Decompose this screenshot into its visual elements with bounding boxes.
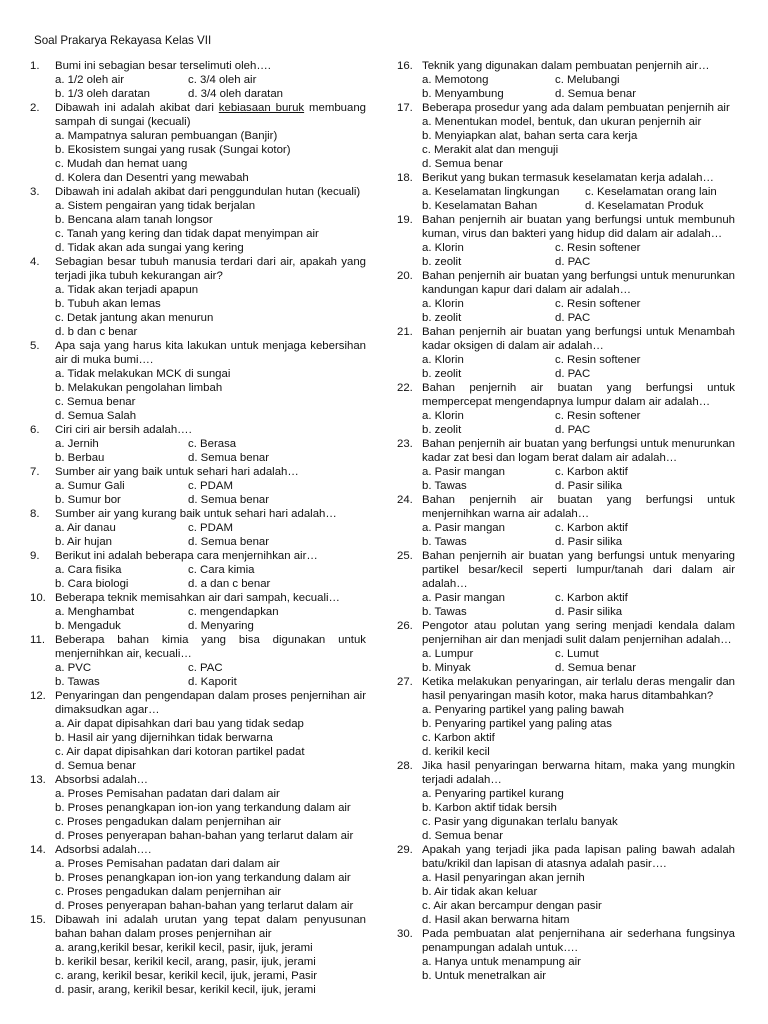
question-22 [397,381,735,437]
option-c: c. mengendapkan [188,606,279,618]
option-a: a. Pasir mangan [422,592,505,604]
option-d: d. Semua benar [188,536,270,548]
question-number: 8. [30,508,40,520]
question-number: 12. [30,690,46,702]
option-a: a. Keselamatan lingkungan [422,186,560,198]
question-text: Beberapa bahan kimia yang bisa digunakan untuk menjernihkan air, kecuali… [55,634,366,660]
option-b: b. Menyambung [422,88,504,100]
option-row [422,647,735,661]
question-text: Bahan penjernih air buatan yang berfungsi untuk menjernihkan warna air adalah… [422,494,735,520]
option-c: c. Proses pengadukan dalam penjernihan air [55,816,282,828]
option-b: b. Hasil air yang dijernihkan tidak berwarna [55,732,273,744]
option-d: d. Hasil akan berwarna hitam [422,914,570,926]
option-a: a. Hanya untuk menampung air [422,956,581,968]
question-15 [30,913,366,997]
option-d: d. Pasir silika [555,536,623,548]
question-29 [397,843,735,927]
left-column [30,59,366,997]
option-row [55,535,366,549]
question-13 [30,773,366,843]
question-text: Adsorbsi adalah…. [55,844,152,856]
question-16 [397,59,735,101]
option-c: c. Karbon aktif [555,592,628,604]
option-a: a. Memotong [422,74,489,86]
option-d: d. Pasir silika [555,480,623,492]
option-row [422,535,735,549]
option-a: a. Klorin [422,410,464,422]
option-a: a. Penyaring partikel kurang [422,788,564,800]
question-number: 20. [397,270,413,282]
option-c: c. Karbon aktif [555,466,628,478]
option-d: d. Proses penyerapan bahan-bahan yang terlarut dalam air [55,900,354,912]
option-d: d. Menyaring [188,620,254,632]
question-text: Apa saja yang harus kita lakukan untuk menjaga kebersihan air di muka bumi…. [55,340,366,366]
question-number: 10. [30,592,46,604]
option-b: b. Proses penangkapan ion-ion yang terkandung dalam air [55,802,351,814]
question-11 [30,633,366,689]
question-number: 23. [397,438,413,450]
question-number: 22. [397,382,413,394]
question-1 [30,59,366,101]
option-d: d. Semua benar [188,452,270,464]
option-b: b. zeolit [422,424,462,436]
question-text: Sumber air yang baik untuk sehari hari adalah… [55,466,299,478]
option-c: c. Tanah yang kering dan tidak dapat menyimpan air [55,228,319,240]
question-text: Dibawah ini adalah akibat dari penggundulan hutan (kecuali) [55,186,361,198]
option-row [55,451,366,465]
question-text: Bahan penjernih air buatan yang berfungsi untuk Menambah kadar oksigen di dalam air adalah… [422,326,735,352]
option-c: c. 3/4 oleh air [188,74,257,86]
option-a: a. Cara fisika [55,564,122,576]
question-number: 16. [397,60,413,72]
option-d: d. Kolera dan Desentri yang mewabah [55,172,249,184]
question-number: 2. [30,102,40,114]
option-row [55,479,366,493]
option-d: d. 3/4 oleh daratan [188,88,283,100]
option-row [55,73,366,87]
option-row [422,185,735,199]
question-number: 29. [397,844,413,856]
option-d: d. Pasir silika [555,606,623,618]
question-text: Jika hasil penyaringan berwarna hitam, maka yang mungkin terjadi adalah… [422,760,735,786]
question-number: 25. [397,550,413,562]
question-4 [30,255,366,339]
question-text: Apakah yang terjadi jika pada lapisan paling bawah adalah batu/krikil dan lapisan di atasnya adalah pasir…. [422,844,735,870]
option-c: c. Resin softener [555,242,641,254]
option-d: d. PAC [555,256,591,268]
option-a: a. 1/2 oleh air [55,74,125,86]
question-6 [30,423,366,465]
option-row [422,591,735,605]
question-number: 28. [397,760,413,772]
question-number: 17. [397,102,413,114]
option-row [422,423,735,437]
option-a: a. Air dapat dipisahkan dari bau yang tidak sedap [55,718,304,730]
option-row [422,199,735,213]
option-b: b. Tawas [55,676,100,688]
option-row [422,465,735,479]
question-text: Bumi ini sebagian besar terselimuti oleh…. [55,60,271,72]
option-a: a. Klorin [422,242,464,254]
question-number: 19. [397,214,413,226]
option-a: a. Penyaring partikel yang paling bawah [422,704,625,716]
right-column [397,59,735,983]
question-14 [30,843,366,913]
option-row [422,521,735,535]
question-number: 18. [397,172,413,184]
option-d: d. kerikil kecil [422,746,490,758]
question-28 [397,759,735,843]
option-c: c. Detak jantung akan menurun [55,312,214,324]
option-b: b. 1/3 oleh daratan [55,88,150,100]
option-c: c. Lumut [555,648,599,660]
question-text-post: membuang sampah di sungai (kecuali) [55,102,367,128]
question-5 [30,339,366,423]
option-b: b. zeolit [422,368,462,380]
question-9 [30,549,366,591]
option-c: c. Proses pengadukan dalam penjernihan air [55,886,282,898]
option-row [55,675,366,689]
option-a: a. Klorin [422,298,464,310]
option-d: d. Semua benar [422,830,504,842]
option-c: c. Pasir yang digunakan terlalu banyak [422,816,618,828]
option-c: c. Air dapat dipisahkan dari kotoran partikel padat [55,746,305,758]
option-a: a. Menghambat [55,606,135,618]
question-7 [30,465,366,507]
option-b: b. Tubuh akan lemas [55,298,161,310]
question-number: 14. [30,844,46,856]
option-d: d. Semua benar [555,662,637,674]
option-row [55,493,366,507]
option-c: c. Semua benar [55,396,136,408]
question-number: 15. [30,914,46,926]
option-c: c. Air akan bercampur dengan pasir [422,900,602,912]
option-d: d. PAC [555,424,591,436]
option-row [422,479,735,493]
option-b: b. Ekosistem sungai yang rusak (Sungai kotor) [55,144,291,156]
question-text: Pengotor atau polutan yang sering menjadi kendala dalam penjernihan air dan menjadi sulit dalam penjernihan adalah… [422,620,735,646]
question-2 [30,101,366,185]
option-b: b. Air tidak akan keluar [422,886,538,898]
option-c: c. Resin softener [555,298,641,310]
option-c: c. Berasa [188,438,237,450]
option-row [55,619,366,633]
option-a: a. Lumpur [422,648,474,660]
option-b: b. Menyiapkan alat, bahan serta cara kerja [422,130,638,142]
question-text: Penyaringan dan pengendapan dalam proses penjernihan air dimaksudkan agar… [55,690,366,716]
option-a: a. Mampatnya saluran pembuangan (Banjir) [55,130,278,142]
option-b: b. Sumur bor [55,494,121,506]
option-d: d. Semua Salah [55,410,137,422]
option-row [422,311,735,325]
option-d: d. Keselamatan Produk [585,200,704,212]
option-b: b. zeolit [422,312,462,324]
option-b: b. zeolit [422,256,462,268]
question-text: Bahan penjernih air buatan yang berfungsi untuk mempercepat mengendapnya lumpur dalam air adalah… [422,382,735,408]
option-b: b. Karbon aktif tidak bersih [422,802,557,814]
question-20 [397,269,735,325]
question-number: 13. [30,774,46,786]
question-17 [397,101,735,171]
option-a: a. Pasir mangan [422,466,505,478]
question-text: Bahan penjernih air buatan yang berfungsi untuk menurunkan kandungan kapur dari dalam air adalah… [422,270,735,296]
option-d: d. PAC [555,312,591,324]
question-12 [30,689,366,773]
option-c: c. PDAM [188,522,233,534]
question-text: Berikut ini adalah beberapa cara menjernihkan air… [55,550,318,562]
option-c: c. Keselamatan orang lain [585,186,717,198]
option-row [55,577,366,591]
question-21 [397,325,735,381]
question-3 [30,185,366,255]
option-c: c. Melubangi [555,74,620,86]
question-text: Bahan penjernih air buatan yang berfungsi untuk membunuh kuman, virus dan bakteri yang hidup did dalam air adalah… [422,214,735,240]
option-d: d. Semua benar [555,88,637,100]
question-23 [397,437,735,493]
question-24 [397,493,735,549]
option-c: c. PAC [188,662,223,674]
option-b: b. Minyak [422,662,471,674]
question-number: 11. [30,634,45,646]
question-text: Dibawah ini adalah urutan yang tepat dalam penyusunan bahan bahan dalam proses penjernihan air [55,914,366,940]
option-a: a. Hasil penyaringan akan jernih [422,872,585,884]
option-a: a. Proses Pemisahan padatan dari dalam air [55,858,280,870]
option-d: d. pasir, arang, kerikil besar, kerikil kecil, ijuk, jerami [55,984,316,996]
option-row [55,563,366,577]
document-title: Soal Prakarya Rekayasa Kelas VII [34,34,212,47]
option-a: a. Sistem pengairan yang tidak berjalan [55,200,256,212]
option-b: b. Air hujan [55,536,112,548]
option-c: c. arang, kerikil besar, kerikil kecil, ijuk, jerami, Pasir [55,970,318,982]
option-c: c. Resin softener [555,410,641,422]
question-number: 3. [30,186,40,198]
option-c: c. Karbon aktif [422,732,495,744]
option-a: a. Klorin [422,354,464,366]
question-number: 7. [30,466,40,478]
option-row [422,353,735,367]
option-d: d. Kaporit [188,676,237,688]
option-a: a. Menentukan model, bentuk, dan ukuran penjernih air [422,116,702,128]
option-a: a. Tidak melakukan MCK di sungai [55,368,231,380]
option-c: c. Cara kimia [188,564,255,576]
question-number: 24. [397,494,413,506]
option-b: b. Untuk menetralkan air [422,970,547,982]
option-row [422,87,735,101]
question-number: 1. [30,60,40,72]
option-c: c. Karbon aktif [555,522,628,534]
option-row [55,437,366,451]
question-number: 4. [30,256,40,268]
option-b: b. Proses penangkapan ion-ion yang terkandung dalam air [55,872,351,884]
option-c: c. PDAM [188,480,233,492]
question-10 [30,591,366,633]
option-c: c. Mudah dan hemat uang [55,158,188,170]
option-a: a. PVC [55,662,92,674]
option-row [422,255,735,269]
option-row [422,409,735,423]
option-row [422,605,735,619]
option-row [422,73,735,87]
option-c: c. Merakit alat dan menguji [422,144,559,156]
question-text: Bahan penjernih air buatan yang berfungsi untuk menyaring partikel besar/kecil seperti lumpur/tanah dari dalam air adalah… [422,550,735,590]
option-b: b. Tawas [422,536,467,548]
question-26 [397,619,735,675]
question-text: Teknik yang digunakan dalam pembuatan penjernih air… [422,60,710,72]
option-b: b. kerikil besar, kerikil kecil, arang, pasir, ijuk, jerami [55,956,316,968]
option-row [422,661,735,675]
question-text: Ciri ciri air bersih adalah…. [55,424,192,436]
question-number: 5. [30,340,40,352]
option-d: d. Semua benar [422,158,504,170]
question-text-pre: Dibawah ini adalah akibat dari [55,102,219,114]
question-25 [397,549,735,619]
option-d: d. PAC [555,368,591,380]
question-number: 27. [397,676,413,688]
question-30 [397,927,735,983]
question-text-underlined: kebiasaan buruk [218,102,305,114]
option-d: d. Semua benar [55,760,137,772]
option-row [55,87,366,101]
option-row [55,521,366,535]
question-number: 30. [397,928,413,940]
question-27 [397,675,735,759]
option-d: d. Semua benar [188,494,270,506]
question-text: Sumber air yang kurang baik untuk sehari hari adalah… [55,508,337,520]
question-number: 6. [30,424,40,436]
option-row [422,241,735,255]
option-b: b. Mengaduk [55,620,121,632]
option-d: d. Tidak akan ada sungai yang kering [55,242,244,254]
question-number: 26. [397,620,413,632]
option-b: b. Bencana alam tanah longsor [55,214,213,226]
option-row [422,367,735,381]
option-b: b. Tawas [422,606,467,618]
option-a: a. Sumur Gali [55,480,125,492]
question-text: Pada pembuatan alat penjernihana air sederhana fungsinya penampungan adalah untuk…. [422,928,735,954]
question-8 [30,507,366,549]
question-text: Beberapa prosedur yang ada dalam pembuatan penjernih air [422,102,730,114]
question-19 [397,213,735,269]
question-text: Bahan penjernih air buatan yang berfungsi untuk menurunkan kadar zat besi dan logam berat dalam air adalah… [422,438,735,464]
option-a: a. Tidak akan terjadi apapun [55,284,199,296]
option-a: a. Proses Pemisahan padatan dari dalam air [55,788,280,800]
option-b: b. Tawas [422,480,467,492]
option-row [422,297,735,311]
question-18 [397,171,735,213]
option-b: b. Keselamatan Bahan [422,200,538,212]
option-c: c. Resin softener [555,354,641,366]
option-b: b. Penyaring partikel yang paling atas [422,718,612,730]
option-b: b. Berbau [55,452,105,464]
option-a: a. Air danau [55,522,116,534]
question-text: Berikut yang bukan termasuk keselamatan kerja adalah… [422,172,714,184]
option-a: a. Pasir mangan [422,522,505,534]
option-a: a. arang,kerikil besar, kerikil kecil, pasir, ijuk, jerami [55,942,313,954]
option-d: d. a dan c benar [188,578,271,590]
question-text: Sebagian besar tubuh manusia terdari dari air, apakah yang terjadi jika tubuh kekurangan air? [55,256,366,282]
option-b: b. Melakukan pengolahan limbah [55,382,223,394]
option-a: a. Jernih [55,438,99,450]
question-number: 21. [397,326,413,338]
question-number: 9. [30,550,40,562]
option-row [55,661,366,675]
option-b: b. Cara biologi [55,578,129,590]
question-text [55,101,366,129]
option-row [55,605,366,619]
option-d: d. b dan c benar [55,326,138,338]
question-text: Absorbsi adalah… [55,774,149,786]
question-text: Ketika melakukan penyaringan, air terlalu deras mengalir dan hasil penyaringan masih kotor, maka harus ditambahkan? [422,676,735,702]
question-text: Beberapa teknik memisahkan air dari sampah, kecuali… [55,592,340,604]
option-d: d. Proses penyerapan bahan-bahan yang terlarut dalam air [55,830,354,842]
